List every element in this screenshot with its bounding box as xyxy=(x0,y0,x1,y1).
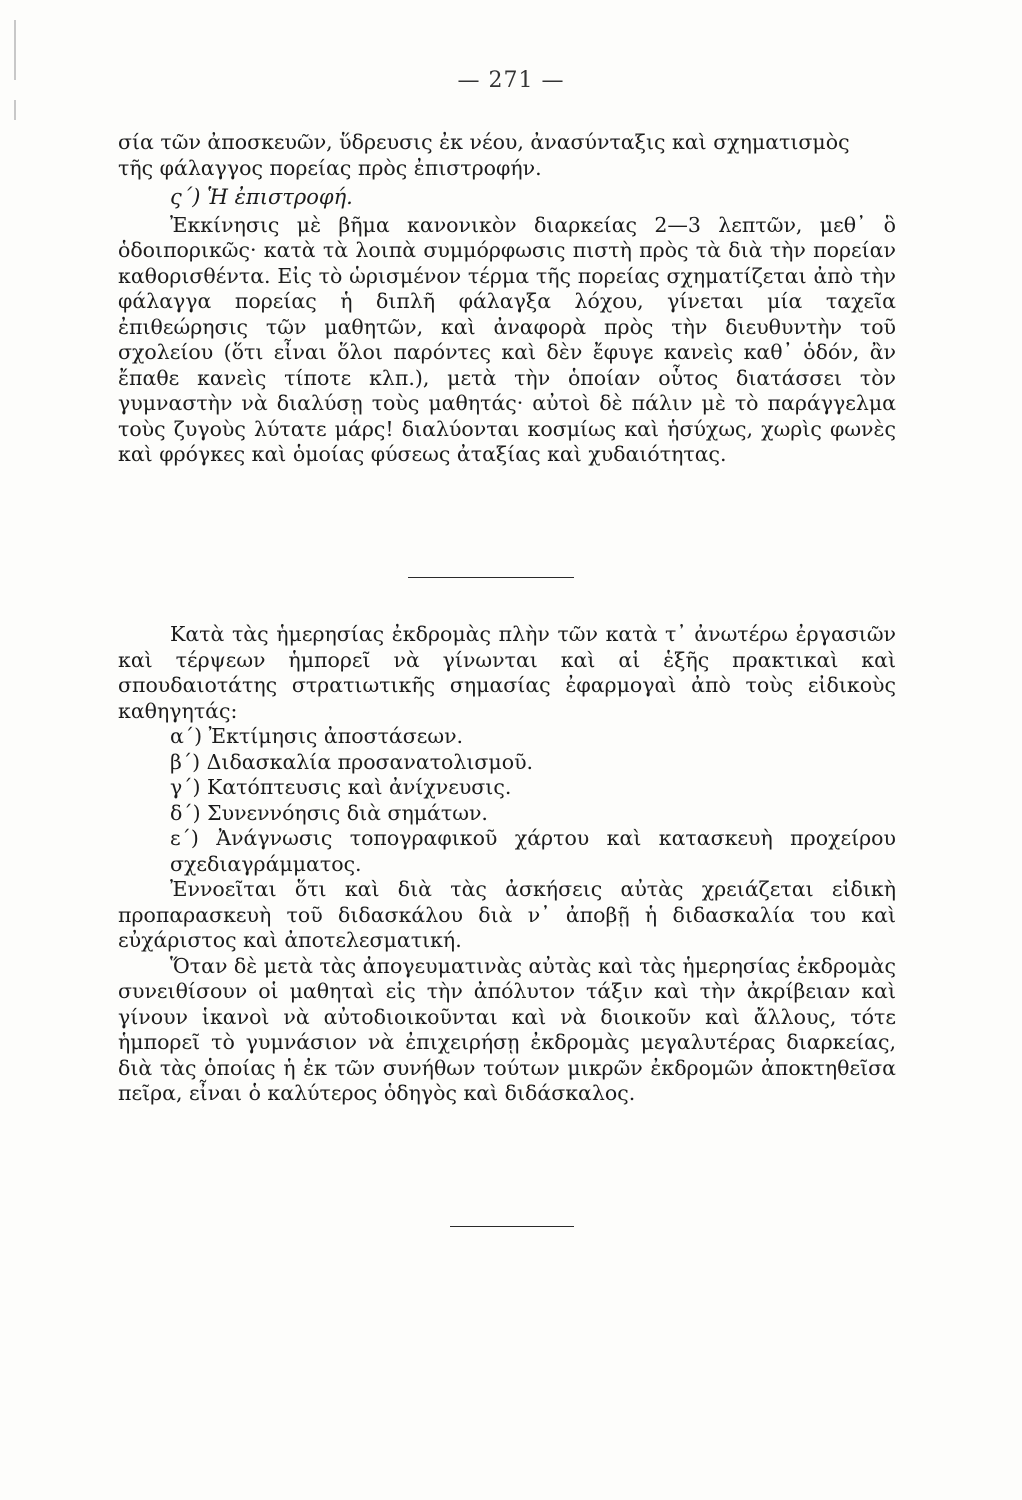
list-item: α΄) Ἐκτίμησις ἀποστάσεων. xyxy=(170,724,464,748)
list-item: β΄) Διδασκαλία προσανατολισμοῦ. xyxy=(170,749,534,774)
section-divider xyxy=(408,577,574,578)
continued-text-line: τῆς φάλαγγος πορείας πρὸς ἐπιστροφήν. xyxy=(118,155,542,180)
paragraph: Ὅταν δὲ μετὰ τὰς ἀπογευματινὰς αὐτὰς καὶ τὰς ἡμερησίας ἐκδρομὰς συνειθίσουν οἱ μαθηταὶ εἰς τὴν ἀπόλυτον τάξιν καὶ τὴν ἀκρίβειαν καὶ γίνουν ἱκανοὶ νὰ αὐτοδιοικοῦνται καὶ νὰ διοικοῦν καὶ ἄλλους, τότε ἡμπορεῖ τὸ γυμνάσιον νὰ ἐπιχειρήσῃ ἐκδρομὰς μεγαλυτέρας διαρκείας, διὰ τὰς ὁποίας ἡ ἐκ τῶν συνήθων τούτων μικρῶν ἐκδρομῶν ἀποκτηθεῖσα πεῖρα, εἶναι ὁ καλύτερος ὁδηγὸς καὶ διδάσκαλος. xyxy=(118,953,896,1105)
paragraph: Κατὰ τὰς ἡμερησίας ἐκδρομὰς πλὴν τῶν κατὰ τ᾽ ἀνωτέρω ἐργασιῶν καὶ τέρψεων ἡμπορεῖ νὰ γίνωνται καὶ αἱ ἑξῆς πρακτικαὶ καὶ σπουδαιοτάτης στρατιωτικῆς σημασίας ἐφαρμογαὶ ἀπὸ τοὺς εἰδικοὺς καθηγητάς: xyxy=(118,622,896,723)
page-number: — 271 — xyxy=(457,68,565,93)
end-divider xyxy=(450,1226,574,1227)
section-excursions xyxy=(118,622,896,1107)
list-item: δ΄) Συνεννόησις διὰ σημάτων. xyxy=(170,800,488,825)
continued-text-line: σία τῶν ἀποσκευῶν, ὕδρευσις ἐκ νέου, ἀνασύνταξις καὶ σχηματισμὸς xyxy=(118,130,850,154)
list-item: ε΄) Ἀνάγνωσις τοπογραφικοῦ χάρτου καὶ κατασκευὴ προχείρου σχεδιαγράμματος. xyxy=(170,826,896,876)
scan-edge-mark xyxy=(14,100,16,120)
section-return xyxy=(118,130,896,468)
paragraph: Ἐννοεῖται ὅτι καὶ διὰ τὰς ἀσκήσεις αὐτὰς χρειάζεται εἰδικὴ προπαρασκευὴ τοῦ διδασκάλου διὰ ν᾽ ἀποβῇ ἡ διδασκαλία του καὶ εὐχάριστος καὶ ἀποτελεσματική. xyxy=(118,877,896,952)
paragraph: Ἐκκίνησις μὲ βῆμα κανονικὸν διαρκείας 2—3 λεπτῶν, μεθ᾽ ὃ ὁδοιπορικῶς· κατὰ τὰ λοιπὰ συμμόρφωσις πιστὴ πρὸς τὰ διὰ τὴν πορείαν καθορισθέντα. Εἰς τὸ ὡρισμένον τέρμα τῆς πορείας σχηματίζεται ἀπὸ τὴν φάλαγγα πορείας ἡ διπλῆ φάλαγξα λόχου, γίνεται μία ταχεῖα ἐπιθεώρησις τῶν μαθητῶν, καὶ ἀναφορὰ πρὸς τὴν διευθυντὴν τοῦ σχολείου (ὅτι εἶναι ὅλοι παρόντες καὶ δὲν ἔφυγε κανεὶς καθ᾽ ὁδόν, ἂν ἔπαθε κανεὶς τίποτε κλπ.), μετὰ τὴν ὁποίαν οὗτος διατάσσει τὸν γυμναστὴν νὰ διαλύσῃ τοὺς μαθητάς· αὐτοὶ δὲ πάλιν μὲ τὸ παράγγελμα τοὺς ζυγοὺς λύτατε μάρς! διαλύονται κοσμίως καὶ ἡσύχως, χωρὶς φωνὲς καὶ φρόγκες καὶ ὁμοίας φύσεως ἀταξίας καὶ χυδαιότητας. xyxy=(118,212,896,466)
list-item: γ΄) Κατόπτευσις καὶ ἀνίχνευσις. xyxy=(170,775,512,799)
section-heading: ς΄) Ἡ ἐπιστροφή. xyxy=(170,185,353,209)
